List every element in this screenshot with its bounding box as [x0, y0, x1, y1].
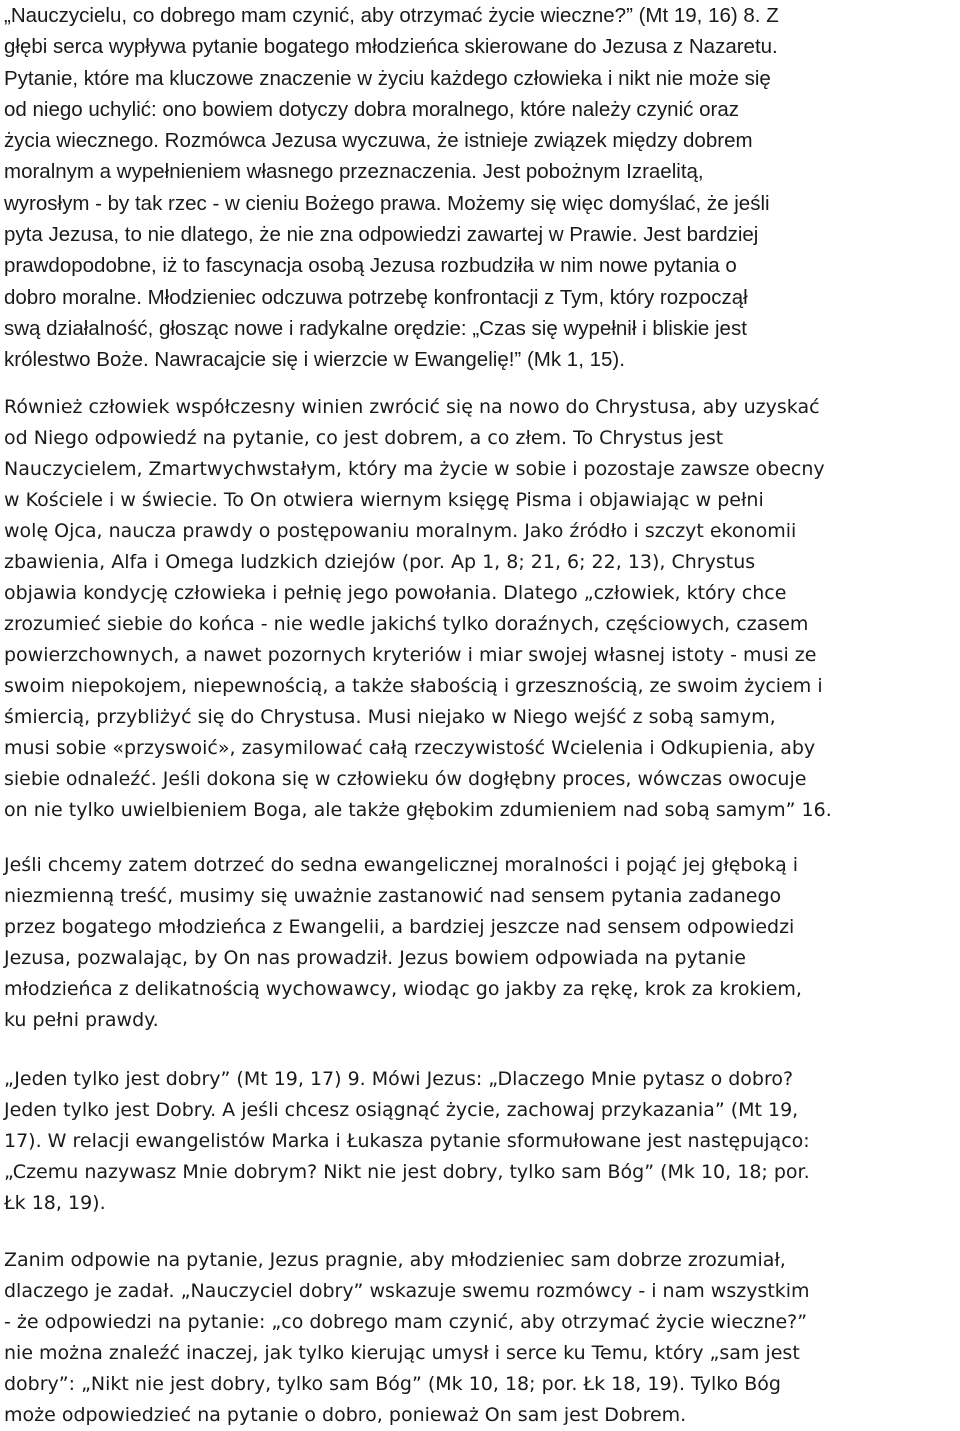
text-line: dlaczego je zadał. „Nauczyciel dobry” wskazuje swemu rozmówcy - i nam wszystkim: [4, 1280, 810, 1302]
text-line: niezmienną treść, musimy się uważnie zastanowić nad sensem pytania zadanego: [4, 885, 782, 907]
text-line: prawdopodobne, iż to fascynacja osobą Jezusa rozbudziła w nim nowe pytania o: [4, 254, 737, 278]
text-line: musi sobie «przyswoić», zasymilować całą rzeczywistość Wcielenia i Odkupienia, aby: [4, 737, 816, 759]
text-line: wyrosłym - by tak rzec - w cieniu Bożego prawa. Możemy się więc domyślać, że jeśli: [4, 191, 770, 215]
text-line: przez bogatego młodzieńca z Ewangelii, a bardziej jeszcze nad sensem odpowiedzi: [4, 916, 795, 938]
text-line: Zanim odpowie na pytanie, Jezus pragnie, aby młodzieniec sam dobrze zrozumiał,: [4, 1249, 786, 1271]
text-line: dobry”: „Nikt nie jest dobry, tylko sam Bóg” (Mk 10, 18; por. Łk 18, 19). Tylko Bóg: [4, 1373, 781, 1395]
paragraph-4: [4, 1064, 810, 1219]
paragraph-2: [4, 392, 832, 826]
text-line: moralnym a wypełnieniem własnego przeznaczenia. Jest pobożnym Izraelitą,: [4, 160, 704, 184]
text-line: Nauczycielem, Zmartwychwstałym, który ma życie w sobie i pozostaje zawsze obecny: [4, 458, 825, 480]
text-line: Pytanie, które ma kluczowe znaczenie w życiu każdego człowieka i nikt nie może się: [4, 66, 771, 90]
text-line: „Czemu nazywasz Mnie dobrym? Nikt nie jest dobry, tylko sam Bóg” (Mk 10, 18; por.: [4, 1161, 810, 1183]
text-line: młodzieńca z delikatnością wychowawcy, wiodąc go jakby za rękę, krok za krokiem,: [4, 978, 802, 1000]
text-line: śmiercią, przybliżyć się do Chrystusa. Musi niejako w Niego wejść z sobą samym,: [4, 706, 776, 728]
text-line: swą działalność, głosząc nowe i radykalne orędzie: „Czas się wypełnił i bliskie jest: [4, 316, 747, 340]
text-line: „Nauczycielu, co dobrego mam czynić, aby otrzymać życie wieczne?” (Mt 19, 16) 8. Z: [4, 4, 779, 27]
text-line: Jeśli chcemy zatem dotrzeć do sedna ewangelicznej moralności i pojąć jej głęboką i: [4, 854, 799, 876]
text-line: Łk 18, 19).: [4, 1192, 106, 1214]
paragraph-1: [4, 0, 779, 376]
text-line: dobro moralne. Młodzieniec odczuwa potrzebę konfrontacji z Tym, który rozpoczął: [4, 285, 748, 309]
text-line: głębi serca wypływa pytanie bogatego młodzieńca skierowane do Jezusa z Nazaretu.: [4, 35, 778, 59]
text-line: - że odpowiedzi na pytanie: „co dobrego mam czynić, aby otrzymać życie wieczne?”: [4, 1311, 808, 1333]
text-line: objawia kondycję człowieka i pełnię jego powołania. Dlatego „człowiek, który chce: [4, 582, 787, 604]
text-line: od Niego odpowiedź na pytanie, co jest dobrem, a co złem. To Chrystus jest: [4, 427, 724, 449]
text-line: zbawienia, Alfa i Omega ludzkich dziejów (por. Ap 1, 8; 21, 6; 22, 13), Chrystus: [4, 551, 756, 573]
text-line: on nie tylko uwielbieniem Boga, ale także głębokim zdumieniem nad sobą samym” 16.: [4, 799, 832, 821]
text-line: siebie odnaleźć. Jeśli dokona się w człowieku ów dogłębny proces, wówczas owocuje: [4, 768, 807, 790]
text-line: nie można znaleźć inaczej, jak tylko kierując umysł i serce ku Temu, który „sam jest: [4, 1342, 800, 1364]
text-line: w Kościele i w świecie. To On otwiera wiernym księgę Pisma i objawiając w pełni: [4, 489, 764, 511]
text-line: wolę Ojca, naucza prawdy o postępowaniu moralnym. Jako źródło i szczyt ekonomii: [4, 520, 797, 542]
text-line: 17). W relacji ewangelistów Marka i Łukasza pytanie sformułowane jest następująco:: [4, 1130, 810, 1152]
text-line: Jezusa, pozwalając, by On nas prowadził. Jezus bowiem odpowiada na pytanie: [4, 947, 746, 969]
paragraph-5: [4, 1245, 810, 1431]
text-line: królestwo Boże. Nawracajcie się i wierzcie w Ewangelię!” (Mk 1, 15).: [4, 348, 625, 372]
text-line: może odpowiedzieć na pytanie o dobro, ponieważ On sam jest Dobrem.: [4, 1404, 687, 1426]
text-line: życia wiecznego. Rozmówca Jezusa wyczuwa, że istnieje związek między dobrem: [4, 129, 753, 153]
text-line: od niego uchylić: ono bowiem dotyczy dobra moralnego, które należy czynić oraz: [4, 97, 739, 121]
text-line: Również człowiek współczesny winien zwrócić się na nowo do Chrystusa, aby uzyskać: [4, 396, 820, 418]
text-line: powierzchownych, a nawet pozornych kryteriów i miar swojej własnej istoty - musi ze: [4, 644, 817, 666]
text-line: ku pełni prawdy.: [4, 1009, 159, 1031]
text-line: pyta Jezusa, to nie dlatego, że nie zna odpowiedzi zawartej w Prawie. Jest bardziej: [4, 223, 759, 247]
text-line: swoim niepokojem, niepewnością, a także słabością i grzesznością, ze swoim życiem i: [4, 675, 823, 697]
text-line: zrozumieć siebie do końca - nie wedle jakichś tylko doraźnych, częściowych, czasem: [4, 613, 809, 635]
text-line: „Jeden tylko jest dobry” (Mt 19, 17) 9. Mówi Jezus: „Dlaczego Mnie pytasz o dobro?: [4, 1068, 794, 1090]
text-line: Jeden tylko jest Dobry. A jeśli chcesz osiągnąć życie, zachowaj przykazania” (Mt 19,: [4, 1099, 799, 1121]
paragraph-3: [4, 850, 802, 1036]
